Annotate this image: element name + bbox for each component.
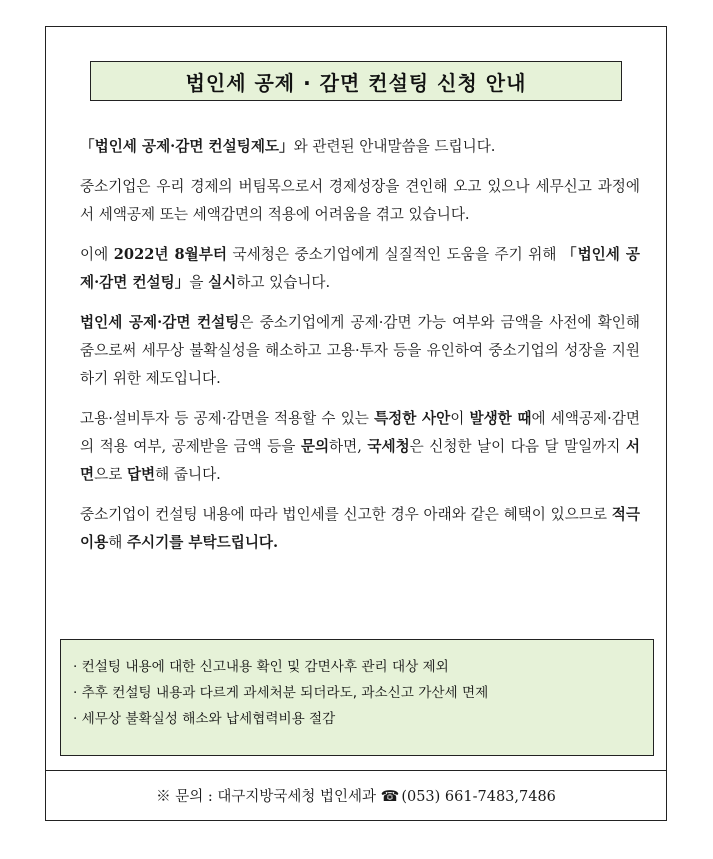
benefit-item: · 추후 컨설팅 내용과 다르게 과세처분 되더라도, 과소신고 가산세 면제	[73, 685, 489, 701]
text-segment: 은 중소기업에게 공제·감면 가능 여부와 금액을 사전에 확인해 줌으로써 세무상 불확실성을 해소하고 고용·투자 등을 유인하여 중소기업의 성장을 지원하기 위한 제도입니다.	[80, 314, 640, 387]
text-segment: 고용·설비투자 등 공제·감면을 적용할 수 있는	[80, 410, 375, 427]
benefit-item: · 세무상 불확실성 해소와 납세협력비용 절감	[73, 711, 336, 727]
emphasis: 특정한 사안	[374, 410, 451, 427]
benefits-box	[60, 639, 654, 756]
text-segment: 에 세액공제·감면의 적용 여부, 공제받을 금액 등을	[80, 410, 640, 455]
paragraph-background: 중소기업은 우리 경제의 버팀목으로서 경제성장을 견인해 오고 있으나 세무신고 과정에서 세액공제 또는 세액감면의 적용에 어려움을 겪고 있습니다.	[80, 178, 640, 223]
text-segment: 중소기업이 컨설팅 내용에 따라 법인세를 신고한 경우 아래와 같은 혜택이 있으므로	[80, 506, 612, 523]
phone-number: (053) 661-7483,7486	[401, 789, 556, 805]
notice-frame	[45, 26, 667, 821]
intro-text: 와 관련된 안내말씀을 드립니다.	[293, 138, 496, 155]
notice-body	[80, 133, 640, 569]
emphasis: 실시	[208, 274, 237, 291]
paragraph-definition	[80, 309, 640, 393]
telephone-icon: ☎	[380, 787, 400, 805]
benefit-item: · 컨설팅 내용에 대한 신고내용 확인 및 감면사후 관리 대상 제외	[73, 659, 449, 675]
emphasis: 발생한 때	[469, 410, 532, 427]
emphasis: 답변	[126, 466, 156, 483]
text-segment: 이	[450, 410, 470, 427]
contact-line	[46, 785, 666, 808]
text-segment: 국세청은 중소기업에게 실질적인 도움을 주기 위해	[226, 246, 563, 263]
paragraph-start	[80, 241, 640, 297]
page-title: 법인세 공제 · 감면 컨설팅 신청 안내	[185, 70, 527, 95]
title-box	[90, 61, 622, 101]
paragraph-procedure	[80, 405, 640, 489]
text-segment: 해 줍니다.	[155, 466, 221, 483]
program-name: 「법인세 공제·감면 컨설팅제도」	[80, 138, 294, 155]
divider	[46, 770, 666, 771]
emphasis: 적극 이용	[80, 506, 640, 551]
start-date: 2022년 8월부터	[113, 246, 227, 263]
program-name: 「법인세 공제·감면 컨설팅」	[80, 246, 640, 291]
emphasis: 서면	[80, 438, 640, 483]
text-segment: 하고 있습니다.	[236, 274, 331, 291]
emphasis: 문의	[300, 438, 330, 455]
text-segment: 해	[108, 534, 127, 551]
text-segment: 이에	[80, 246, 114, 263]
text-segment: 하면,	[329, 438, 368, 455]
emphasis: 주시기를 부탁드립니다.	[126, 534, 279, 551]
emphasis: 국세청	[367, 438, 410, 455]
contact-label: ※ 문의 : 대구지방국세청 법인세과	[156, 789, 381, 805]
paragraph-request	[80, 501, 640, 557]
text-segment: 으로	[94, 466, 127, 483]
text-segment: 을	[189, 274, 209, 291]
text-segment: 은 신청한 날이 다음 달 말일까지	[409, 438, 626, 455]
program-name: 법인세 공제·감면 컨설팅	[80, 314, 240, 331]
paragraph-intro	[80, 133, 640, 161]
